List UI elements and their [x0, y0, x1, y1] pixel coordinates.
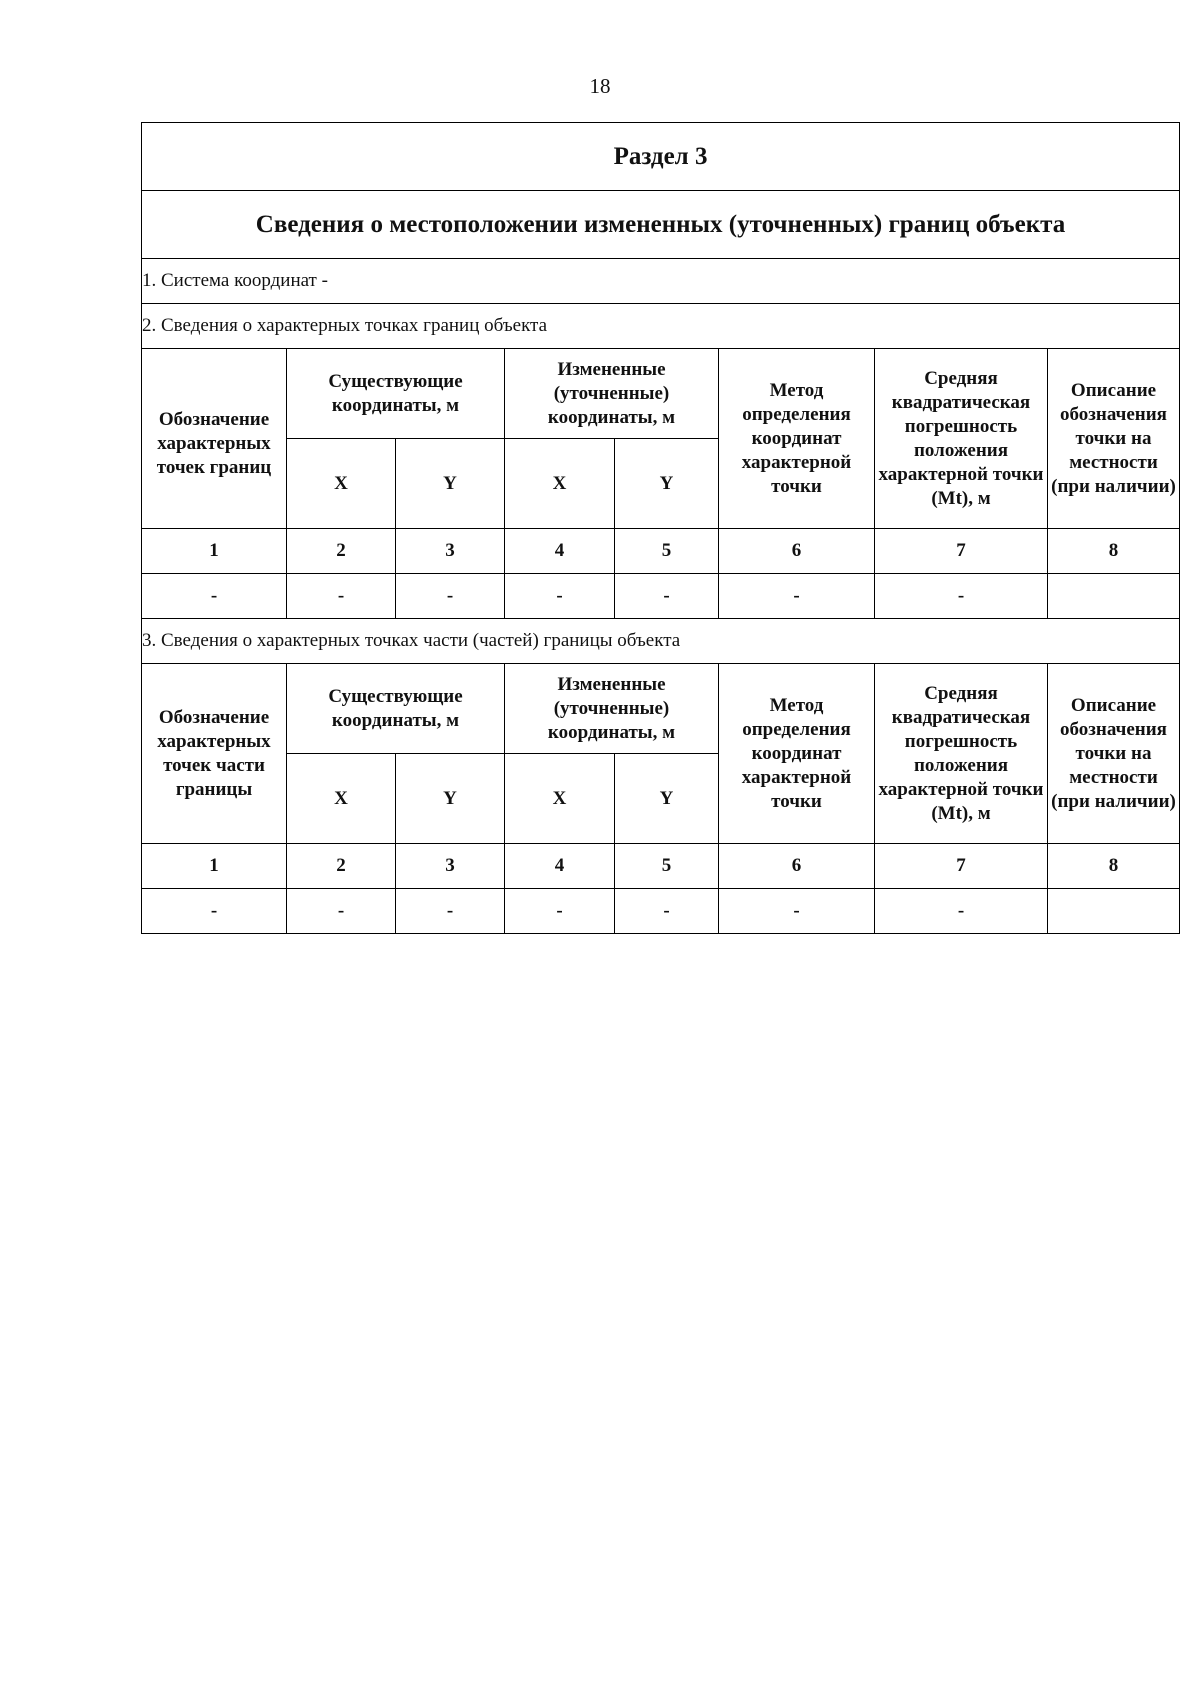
table2-data-row	[142, 889, 1180, 934]
table2-cell: -	[615, 889, 719, 934]
table2-header-existing-y: Y	[396, 754, 505, 844]
table1-number-cell: 8	[1048, 529, 1180, 574]
table1-header-existing: Существующие координаты, м	[287, 349, 505, 439]
table1-number-cell: 3	[396, 529, 505, 574]
table1-header-existing-x: X	[287, 439, 396, 529]
table1-number-cell: 7	[875, 529, 1048, 574]
table1-cell: -	[396, 574, 505, 619]
table2-number-cell: 6	[719, 844, 875, 889]
coordinate-system: 1. Система координат -	[142, 259, 1180, 304]
table1-header-changed-y: Y	[615, 439, 719, 529]
table1-caption: 2. Сведения о характерных точках границ объекта	[142, 304, 1180, 349]
table1-header-designation: Обозначение характерных точек границ	[142, 349, 287, 529]
table1-cell: -	[142, 574, 287, 619]
table2-number-cell: 3	[396, 844, 505, 889]
table2-header-existing-x: X	[287, 754, 396, 844]
table1-header-changed: Измененные (уточненные) координаты, м	[505, 349, 719, 439]
section-title: Раздел 3	[142, 123, 1180, 191]
table2-header-description: Описание обозначения точки на местности (при наличии)	[1048, 664, 1180, 844]
table2-number-cell: 7	[875, 844, 1048, 889]
table2-number-cell: 4	[505, 844, 615, 889]
table1-header-description: Описание обозначения точки на местности (при наличии)	[1048, 349, 1180, 529]
table1-number-cell: 1	[142, 529, 287, 574]
table2-cell: -	[875, 889, 1048, 934]
table2-number-cell: 8	[1048, 844, 1180, 889]
table2-cell: -	[396, 889, 505, 934]
section-table	[141, 122, 1180, 934]
table1-cell: -	[615, 574, 719, 619]
table2-header-method: Метод определения координат характерной точки	[719, 664, 875, 844]
table1-number-cell: 6	[719, 529, 875, 574]
table1-number-cell: 2	[287, 529, 396, 574]
table2-header-changed: Измененные (уточненные) координаты, м	[505, 664, 719, 754]
table1-header-changed-x: X	[505, 439, 615, 529]
table1-cell: -	[287, 574, 396, 619]
section-subtitle: Сведения о местоположении измененных (уточненных) границ объекта	[142, 191, 1180, 259]
table1-cell: -	[875, 574, 1048, 619]
table1-cell	[1048, 574, 1180, 619]
table2-cell: -	[142, 889, 287, 934]
table2-number-row	[142, 844, 1180, 889]
table2-cell	[1048, 889, 1180, 934]
page-number: 18	[589, 74, 611, 98]
table2-number-cell: 5	[615, 844, 719, 889]
table2-number-cell: 2	[287, 844, 396, 889]
table1-number-row	[142, 529, 1180, 574]
table2-cell: -	[505, 889, 615, 934]
table1-data-row	[142, 574, 1180, 619]
table1-cell: -	[505, 574, 615, 619]
table2-cell: -	[719, 889, 875, 934]
table2-header-existing: Существующие координаты, м	[287, 664, 505, 754]
table2-number-cell: 1	[142, 844, 287, 889]
table2-cell: -	[287, 889, 396, 934]
table2-caption: 3. Сведения о характерных точках части (частей) границы объекта	[142, 619, 1180, 664]
table2-header-designation: Обозначение характерных точек части границы	[142, 664, 287, 844]
table1-number-cell: 4	[505, 529, 615, 574]
table2-header-changed-y: Y	[615, 754, 719, 844]
table2-header-changed-x: X	[505, 754, 615, 844]
table1-number-cell: 5	[615, 529, 719, 574]
table1-header-method: Метод определения координат характерной точки	[719, 349, 875, 529]
table1-header-existing-y: Y	[396, 439, 505, 529]
table1-header-error: Средняя квадратическая погрешность положения характерной точки (Mt), м	[875, 349, 1048, 529]
table1-cell: -	[719, 574, 875, 619]
table2-header-error: Средняя квадратическая погрешность положения характерной точки (Mt), м	[875, 664, 1048, 844]
